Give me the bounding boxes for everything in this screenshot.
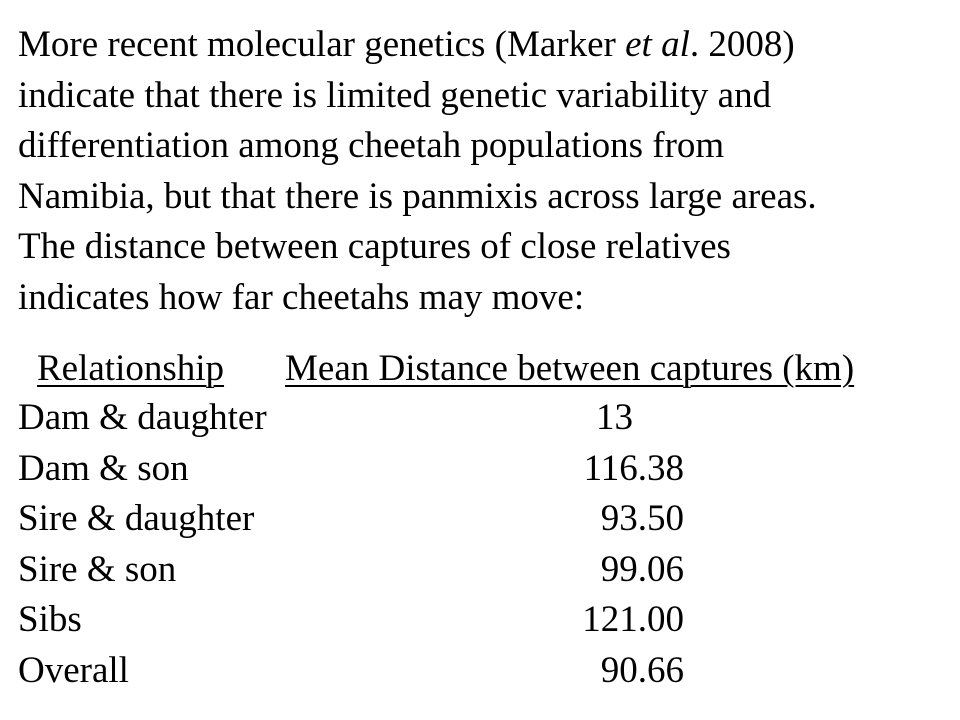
paragraph-line-5: The distance between captures of close relatives (18, 226, 731, 267)
distance-cell: 99.06 (600, 548, 684, 590)
table-row (0, 393, 960, 444)
table-row (0, 444, 960, 495)
table-row (0, 646, 960, 697)
relationship-cell: Sire & son (18, 548, 177, 590)
distance-cell: 116.38 (583, 447, 684, 489)
column-header-relationship: Relationship (37, 348, 225, 389)
relationship-cell: Sibs (18, 599, 82, 640)
paragraph-line-6: indicates how far cheetahs may move: (18, 276, 585, 318)
paragraph-line-1-end: . 2008) (689, 24, 795, 65)
table-header-row (0, 344, 960, 394)
paragraph-line-3: differentiation among cheetah populations from (18, 125, 725, 166)
table-row (0, 494, 960, 545)
distance-cell: 93.50 (600, 498, 684, 539)
distance-cell: 90.66 (600, 649, 684, 691)
paragraph-line-2: indicate that there is limited genetic variability and (18, 74, 772, 116)
paragraph-line-1-start: More recent molecular genetics (Marker (18, 24, 626, 65)
relationship-cell: Dam & son (18, 447, 189, 489)
distance-cell: 121.00 (582, 599, 684, 640)
table-row (0, 545, 960, 596)
table-row (0, 595, 960, 646)
paragraph-line-1 (18, 20, 948, 71)
distance-table (0, 393, 960, 696)
column-header-distance: Mean Distance between captures (km) (285, 348, 855, 389)
intro-paragraph (18, 20, 948, 323)
relationship-cell: Sire & daughter (18, 498, 255, 539)
paragraph-line-4: Namibia, but that there is panmixis across large areas. (18, 175, 817, 217)
relationship-cell: Dam & daughter (18, 397, 267, 438)
distance-cell: 13 (596, 397, 633, 438)
relationship-cell: Overall (18, 649, 129, 691)
paragraph-citation-italic: et al (625, 24, 690, 65)
